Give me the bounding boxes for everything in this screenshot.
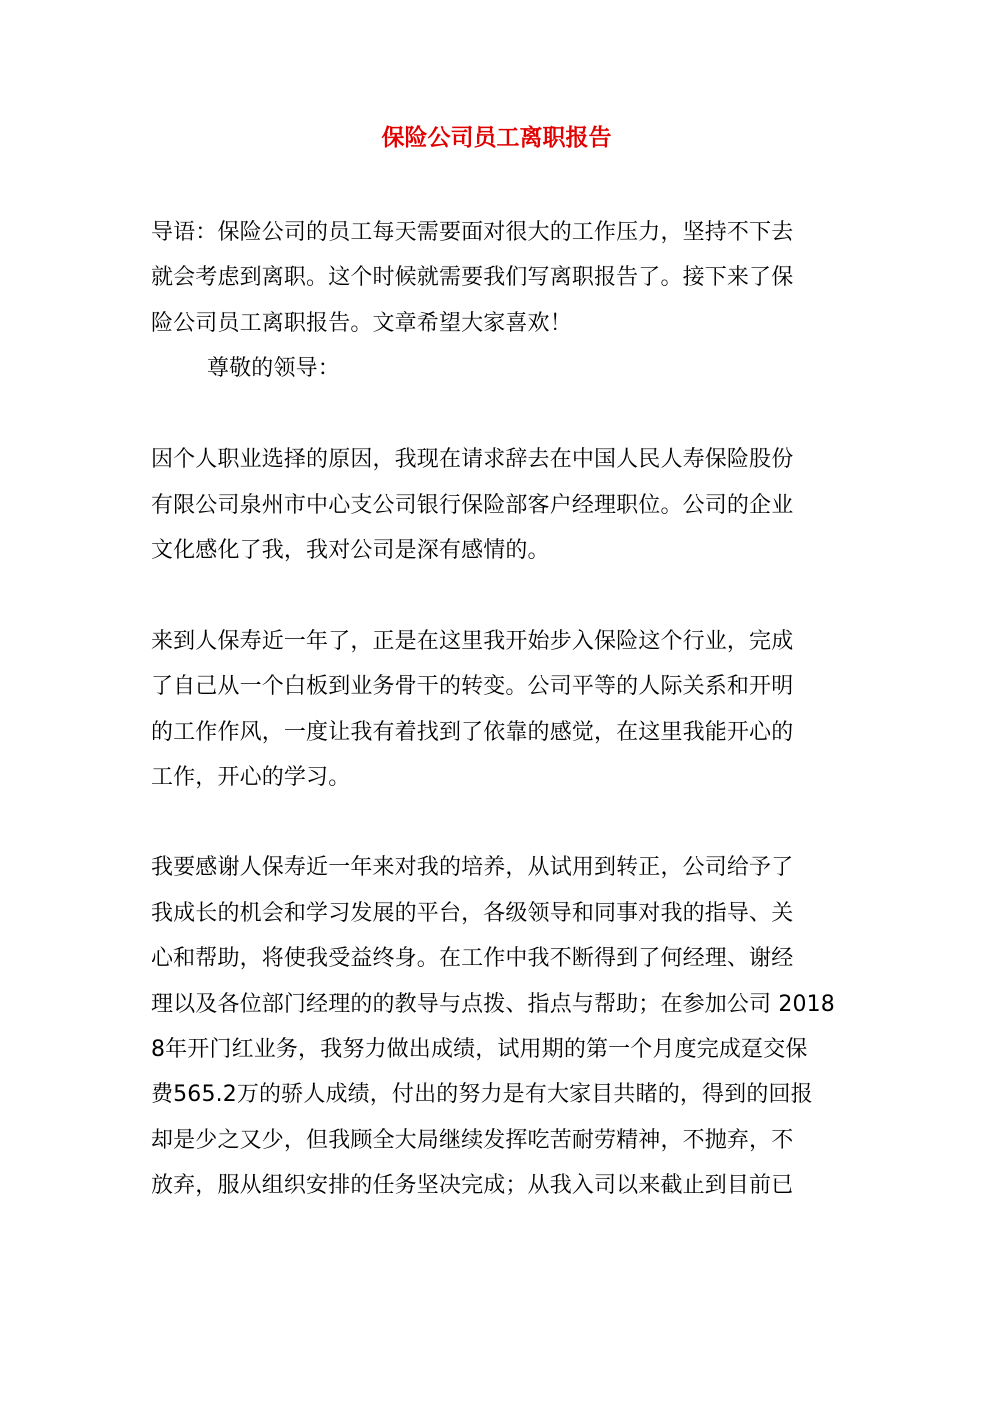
paragraph-2-line-3: 的工作作风，一度让我有着找到了依靠的感觉，在这里我能开心的 bbox=[151, 720, 794, 745]
paragraph-2-line-1: 来到人保寿近一年了，正是在这里我开始步入保险这个行业，完成 bbox=[151, 629, 794, 654]
paragraph-3-line-4: 理以及各位部门经理的的教导与点拨、指点与帮助；在参加公司 2018 bbox=[151, 992, 835, 1017]
paragraph-3-line-7: 却是少之又少，但我顾全大局继续发挥吃苦耐劳精神，不抛弃，不 bbox=[151, 1128, 794, 1153]
salutation: 尊敬的领导： bbox=[207, 356, 340, 381]
paragraph-1-line-2: 有限公司泉州市中心支公司银行保险部客户经理职位。公司的企业 bbox=[151, 493, 794, 518]
intro-line-2: 就会考虑到离职。这个时候就需要我们写离职报告了。接下来了保 bbox=[151, 265, 794, 290]
paragraph-3-line-3: 心和帮助，将使我受益终身。在工作中我不断得到了何经理、谢经 bbox=[151, 946, 794, 971]
paragraph-2-line-2: 了自己从一个白板到业务骨干的转变。公司平等的人际关系和开明 bbox=[151, 674, 794, 699]
paragraph-3-line-2: 我成长的机会和学习发展的平台，各级领导和同事对我的指导、关 bbox=[151, 901, 794, 926]
paragraph-3-line-8: 放弃，服从组织安排的任务坚决完成；从我入司以来截止到目前已 bbox=[151, 1173, 794, 1198]
document-title: 保险公司员工离职报告 bbox=[381, 124, 612, 151]
paragraph-1-line-1: 因个人职业选择的原因，我现在请求辞去在中国人民人寿保险股份 bbox=[151, 447, 794, 472]
paragraph-3-line-1: 我要感谢人保寿近一年来对我的培养，从试用到转正，公司给予了 bbox=[151, 855, 794, 880]
intro-line-1: 导语：保险公司的员工每天需要面对很大的工作压力，坚持不下去 bbox=[151, 220, 794, 245]
paragraph-1-line-3: 文化感化了我，我对公司是深有感情的。 bbox=[151, 538, 550, 563]
intro-line-3: 险公司员工离职报告。文章希望大家喜欢！ bbox=[151, 311, 572, 336]
paragraph-2-line-4: 工作，开心的学习。 bbox=[151, 765, 351, 790]
paragraph-3-line-5: 8年开门红业务，我努力做出成绩，试用期的第一个月度完成趸交保 bbox=[151, 1037, 808, 1062]
paragraph-3-line-6: 费565.2万的骄人成绩，付出的努力是有大家目共睹的，得到的回报 bbox=[151, 1082, 813, 1107]
